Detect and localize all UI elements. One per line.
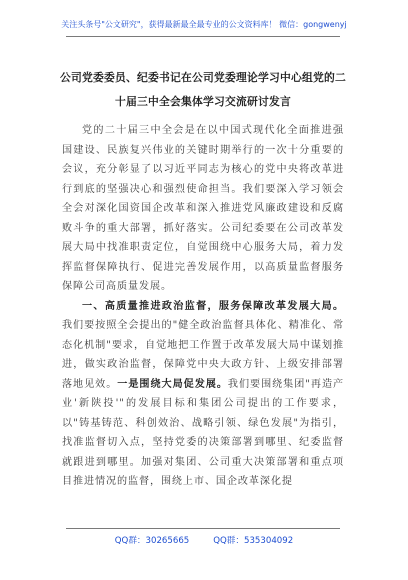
paragraph-text: 我们要围绕集团"再造产业'新陕投'"的发展目标和集团公司提出的工作要求，以"铸基铸范、科创效治、战略引领、绿色发展"为指引，找准监督切入点，坚持党委的决策部署到哪里、纪委监督就跟进到哪里。加强对集团、公司重大决策部署和重点项目推进情况的监督，围绕上市、国企改革深化提 [62,378,345,487]
page-title: 公司党委委员、纪委书记在公司党委理论学习中心组党的二十届三中全会集体学习交流研讨发言 [60,71,346,108]
document-body [62,121,344,492]
section-heading: 一、高质量推进政治监督，服务保障改革发展大局。 [82,300,344,312]
footer-qq-group-2: QQ群：535304092 [213,536,294,546]
header-divider [66,36,340,37]
subsection-heading: 一是围绕大局促发展。 [117,378,228,390]
footer-qq-group-1: QQ群：30265665 [114,536,190,546]
header-note: 关注头条号"公文研究"，获得最新最全最专业的公文资料库！ 微信：gongwenyj [61,20,347,29]
footer-divider [66,528,340,529]
footer-note [0,535,408,547]
paragraph-text: 我们要按照全会提出的"健全政治监督具体化、精准化、常态化机制"要求，自觉地把工作置于改革发展大局中谋划推进，做实政治监督，保障党中央大政方针、上级安排部署落地见效。 [62,320,344,390]
body-paragraph [62,297,344,492]
paragraph-text: 党的二十届三中全会是在以中国式现代化全面推进强国建设、民族复兴伟业的关键时期举行的一次十分重要的会议，充分彰显了以习近平同志为核心的党中央将改革进行到底的坚强决心和强烈使命担当。我们要深入学习领会全会对深化国资国企改革和深入推进党风廉政建设和反腐败斗争的重大部署，抓好落实。公司纪委要在公司改革发展大局中找准职责定位，自觉围绕中心服务大局，着力发挥监督保障执行、促进完善发展作用，以高质量监督服务保障公司高质量发展。 [62,125,344,292]
body-paragraph [62,121,344,297]
